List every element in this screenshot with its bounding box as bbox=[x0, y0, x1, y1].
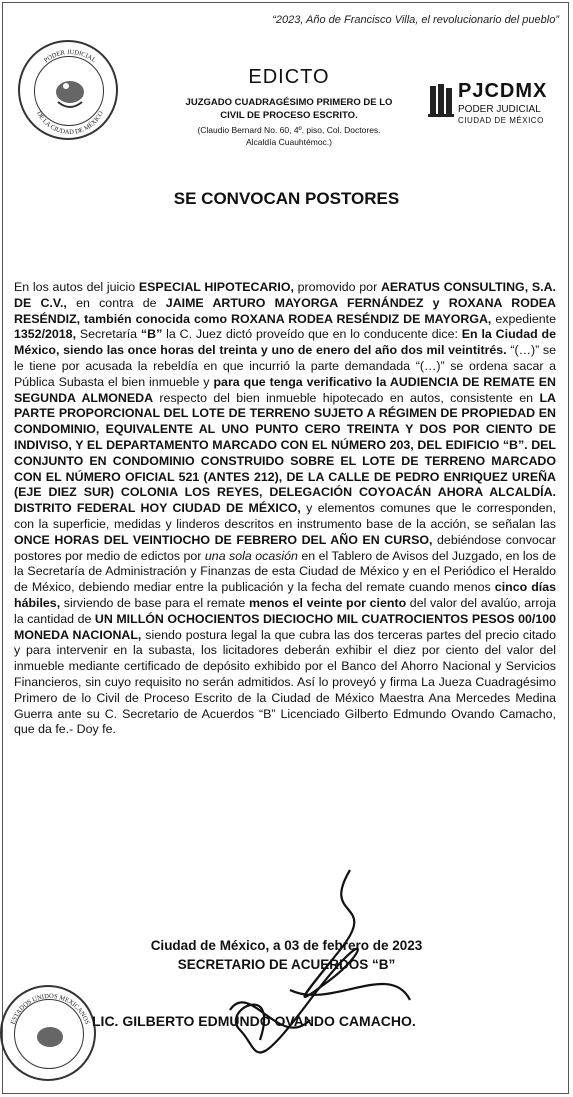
court-name: JUZGADO CUADRAGÉSIMO PRIMERO DE LO CIVIL DE PROCESO ESCRITO. bbox=[185, 97, 393, 121]
logo-subtitle: PODER JUDICIAL bbox=[458, 104, 541, 115]
svg-text:DE LA CIUDAD DE MÉXICO bbox=[35, 110, 105, 136]
secretary-title: SECRETARIO DE ACUERDOS “B” bbox=[177, 957, 396, 972]
court-address: (Claudio Bernard No. 60, 4º. piso, Col. Doctores. Alcaldía Cuauhtémoc.) bbox=[197, 125, 381, 147]
logo-brand: PJCDMX bbox=[458, 80, 548, 102]
svg-text:PODER JUDICIAL bbox=[43, 49, 97, 64]
pjcdmx-logo bbox=[428, 82, 548, 132]
court-seal-bottom bbox=[0, 985, 96, 1081]
place-and-date: Ciudad de México, a 03 de febrero de 2023 bbox=[150, 938, 423, 953]
court-seal-top bbox=[18, 40, 118, 140]
page-heading: SE CONVOCAN POSTORES bbox=[173, 189, 400, 208]
pjcdmx-emblem-icon bbox=[428, 82, 454, 118]
seal-bottom-text: DE LA CIUDAD DE MÉXICO bbox=[35, 110, 105, 137]
edict-body: En los autos del juicio ESPECIAL HIPOTECARIO, promovido por AERATUS CONSULTING, S.A. DE C.V., en contra de JAIME ARTURO MAYORGA FERNÁNDEZ y ROXANA RODEA RESÉNDIZ, también conocida como ROXANA RODEA RESÉNDIZ DE MAYORGA, expediente 1352/2018, Secretaría “B” la C. Juez dictó proveído que en lo conducente dice: En la Ciudad de México, siendo las once horas del treinta y uno de enero del año dos mil veintitrés. “(…)” se le tiene por acusada la rebeldía en que incurrió la parte demandada “(…)” se ordena sacar a Pública Subasta el bien inmueble y para que tenga verificativo la AUDIENCIA DE REMATE EN SEGUNDA ALMONEDA respecto del bien inmueble hipotecado en autos, consistente en LA PARTE PROPORCIONAL DEL LOTE DE TERRENO SUJETO A RÉGIMEN DE PROPIEDAD EN CONDOMINIO, EQUIVALENTE AL UNO PUNTO CERO TREINTA Y DOS POR CIENTO DE INDIVISO, Y EL DEPARTAMENTO MARCADO CON EL NÚMERO 203, DEL EDIFICIO “B”. DEL CONJUNTO EN CONDOMINIO CONSTRUIDO SOBRE EL LOTE DE TERRENO MARCADO CON EL NÚMERO OFICIAL 521 (ANTES 212), DE LA CALLE DE PEDRO ENRIQUEZ UREÑA (EJE DIEZ SUR) COLONIA LOS REYES, DELEGACIÓN COYOACÁN AHORA ALCALDÍA. DISTRITO FEDERAL HOY CIUDAD DE MÉXICO, y elementos comunes que le corresponden, con la superficie, medidas y linderos descritos en instrumento base de la acción, se señalan las ONCE HORAS DEL VEINTIOCHO DE FEBRERO DEL AÑO EN CURSO, debiéndose convocar postores por medio de edictos por una sola ocasión en el Tablero de Avisos del Juzgado, en los de la Secretaría de Administración y Finanzas de esta Ciudad de México y en el Periódico el Heraldo de México, debiendo mediar entre la publicación y la fecha del remate cuando menos cinco días hábiles, sirviendo de base para el remate menos el veinte por ciento del valor del avalúo, arroja la cantidad de UN MILLÓN OCHOCIENTOS DIECIOCHO MIL CUATROCIENTOS PESOS 00/100 MONEDA NACIONAL, siendo postura legal la que cubra las dos terceras partes del precio citado y para intervenir en la subasta, los licitadores deberán exhibir el diez por ciento del valor del inmueble mediante certificado de depósito exhibido por el Banco del Ahorro Nacional y Servicios Financieros, sin cuyo requisito no serán admitidos. Así lo proveyó y firma La Jueza Cuadragésimo Primero de lo Civil de Proceso Escrito de la Ciudad de México Maestra Ana Mercedes Medina Guerra ante su C. Secretario de Acuerdos “B” Licenciado Gilberto Edmundo Ovando Camacho, que da fe.- Doy fe. bbox=[14, 280, 557, 737]
seal-ring-text: PODER JUDICIAL bbox=[42, 48, 98, 65]
signer-name: LIC. GILBERTO EDMUNDO OVANDO CAMACHO. bbox=[92, 1013, 416, 1029]
year-motto: “2023, Año de Francisco Villa, el revolucionario del pueblo” bbox=[272, 14, 559, 26]
edicto-title: EDICTO bbox=[248, 66, 330, 88]
svg-text:ESTADOS UNIDOS MEXICANOS: ESTADOS UNIDOS MEXICANOS bbox=[9, 992, 91, 1026]
logo-subtitle-city: CIUDAD DE MÉXICO bbox=[458, 116, 544, 125]
